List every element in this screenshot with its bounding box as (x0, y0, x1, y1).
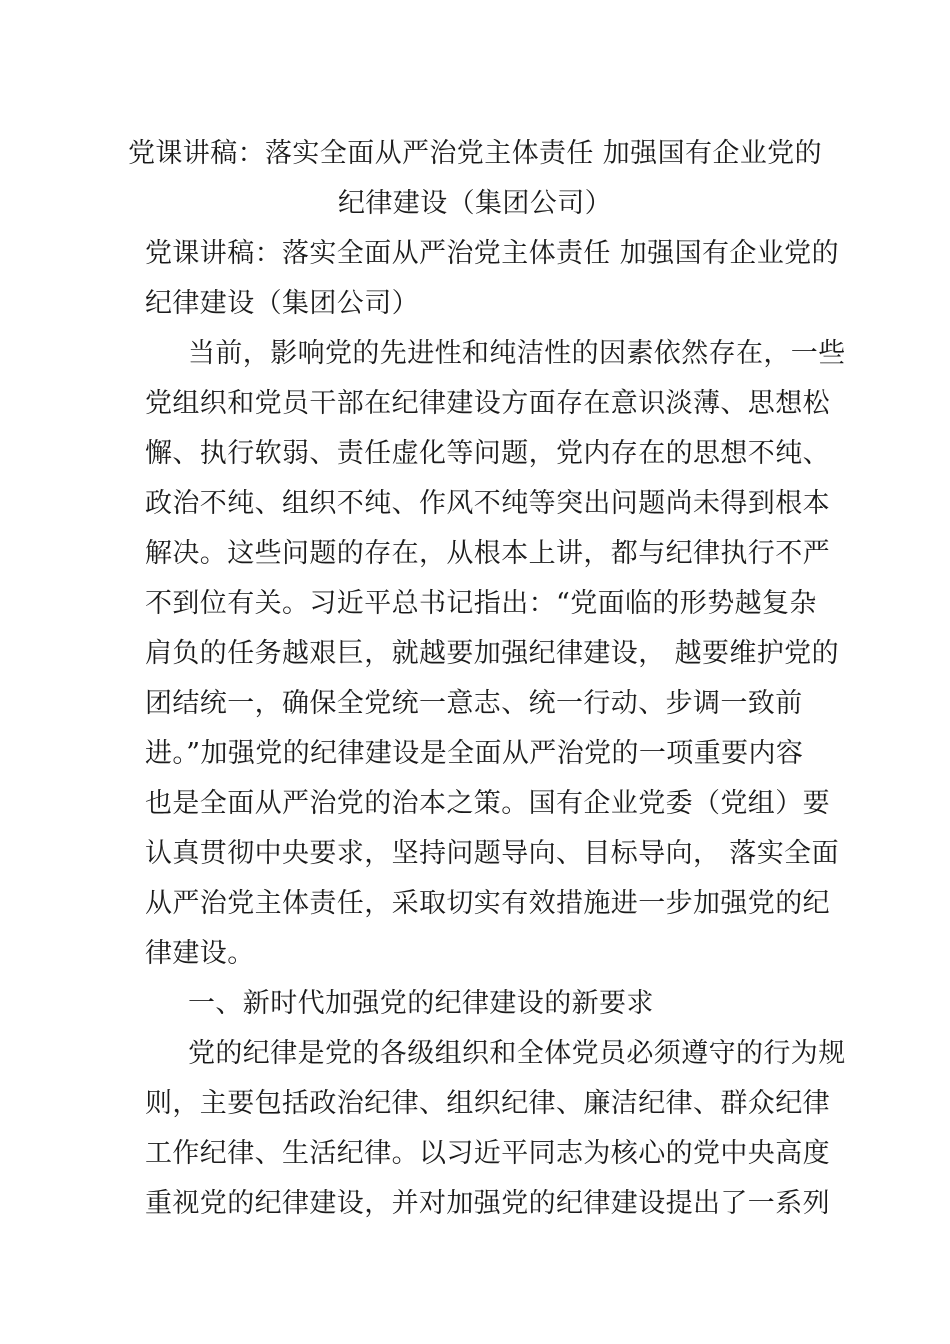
body-line: 团结统一，确保全党统一意志、统一行动、步调一致前 (145, 688, 803, 719)
title-line-1: 党课讲稿：落实全面从严治党主体责任 加强国有企业党的 (128, 138, 822, 169)
body-line: 党组织和党员干部在纪律建设方面存在意识淡薄、思想松 (145, 388, 830, 419)
body-line: 纪律建设（集团公司） (145, 288, 419, 319)
title-line-2: 纪律建设（集团公司） (338, 188, 612, 219)
body-line: 肩负的任务越艰巨，就越要加强纪律建设， 越要维护党的 (145, 638, 839, 669)
body-line: 则，主要包括政治纪律、组织纪律、廉洁纪律、群众纪律 (145, 1088, 830, 1119)
body-line: 律建设。 (145, 938, 255, 969)
body-line: 懈、执行软弱、责任虚化等问题，党内存在的思想不纯、 (145, 438, 830, 469)
body-line: 认真贯彻中央要求，坚持问题导向、目标导向， 落实全面 (145, 838, 839, 869)
body-line: 不到位有关。习近平总书记指出：“党面临的形势越复杂 (145, 588, 817, 619)
paragraph-start: 当前，影响党的先进性和纯洁性的因素依然存在，一些 (188, 338, 846, 369)
body-line: 也是全面从严治党的治本之策。国有企业党委（党组）要 (145, 788, 830, 819)
body-line: 政治不纯、组织不纯、作风不纯等突出问题尚未得到根本 (145, 488, 830, 519)
body-line: 从严治党主体责任，采取切实有效措施进一步加强党的纪 (145, 888, 830, 919)
body-line: 进。”加强党的纪律建设是全面从严治党的一项重要内容 (145, 738, 804, 769)
body-line: 党课讲稿：落实全面从严治党主体责任 加强国有企业党的 (145, 238, 839, 269)
section-heading: 一、新时代加强党的纪律建设的新要求 (188, 988, 654, 1019)
paragraph-start: 党的纪律是党的各级组织和全体党员必须遵守的行为规 (188, 1038, 846, 1069)
body-line: 重视党的纪律建设，并对加强党的纪律建设提出了一系列 (145, 1188, 830, 1219)
body-line: 工作纪律、生活纪律。以习近平同志为核心的党中央高度 (145, 1138, 830, 1169)
body-line: 解决。这些问题的存在，从根本上讲，都与纪律执行不严 (145, 538, 830, 569)
